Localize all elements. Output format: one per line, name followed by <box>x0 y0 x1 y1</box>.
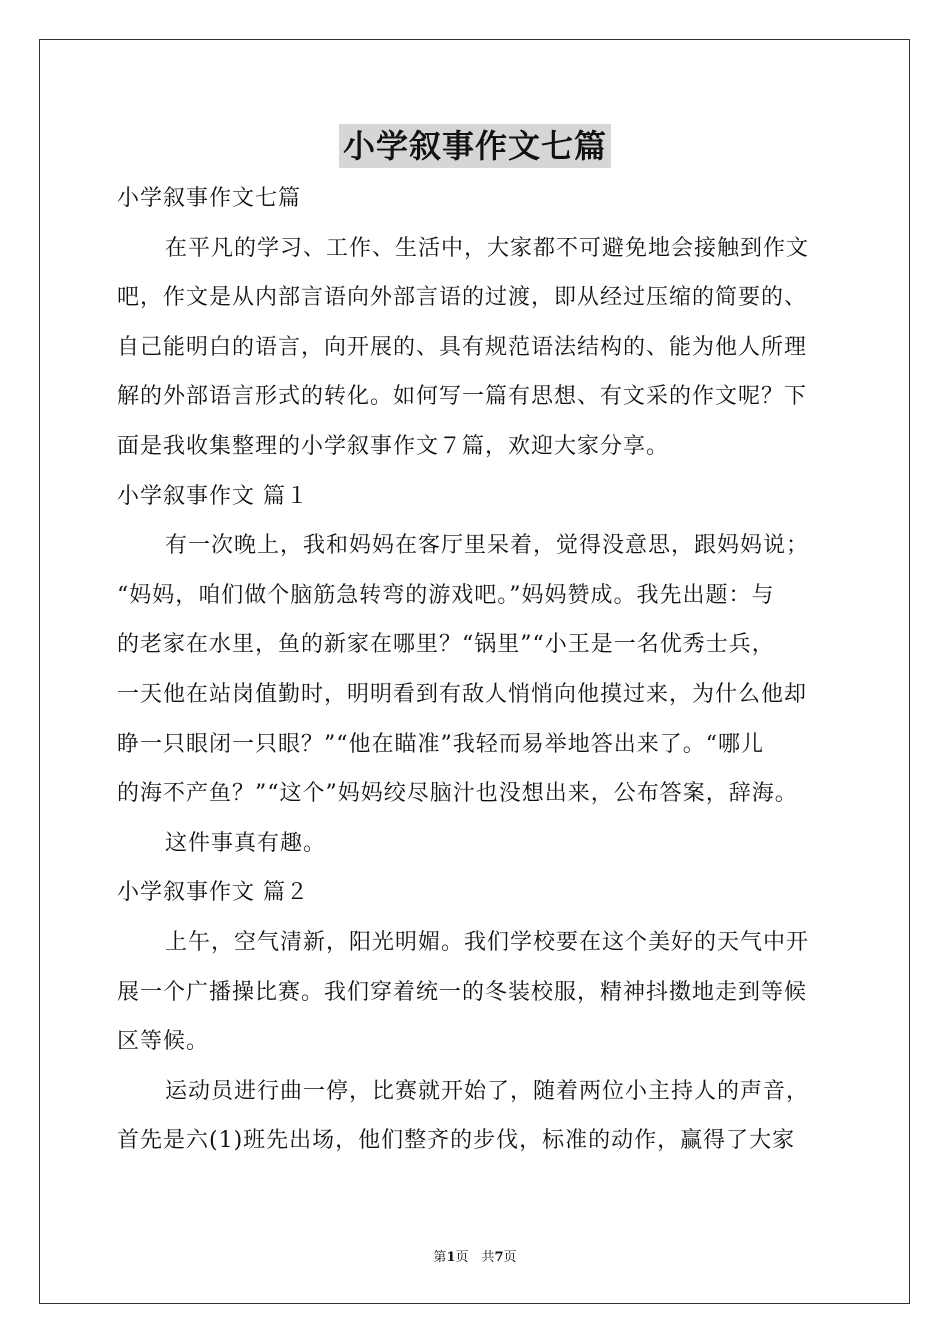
text-line: 运动员进行曲一停，比赛就开始了，随着两位小主持人的声音， <box>165 1078 810 1104</box>
footer-prefix: 第 <box>433 1250 447 1265</box>
text-line: 的海不产鱼？”“这个”妈妈绞尽脑汁也没想出来，公布答案，辞海。 <box>117 781 798 807</box>
text-line: 的老家在水里，鱼的新家在哪里？“锅里”“小王是一名优秀士兵， <box>117 632 775 658</box>
text-line: 小学叙事作文 篇２ <box>117 880 309 906</box>
text-line: 一天他在站岗值勤时，明明看到有敌人悄悄向他摸过来，为什么他却 <box>117 681 808 707</box>
text-line: 展一个广播操比赛。我们穿着统一的冬装校服，精神抖擞地走到等候 <box>117 979 808 1005</box>
text-line: 小学叙事作文七篇 <box>117 186 302 211</box>
footer-suffix: 页 <box>503 1250 517 1265</box>
title-area <box>0 124 950 168</box>
current-page-number: 1 <box>446 1250 456 1265</box>
text-line: 自己能明白的语言，向开展的、具有规范语法结构的、能为他人所理 <box>117 334 808 360</box>
text-line: 面是我收集整理的小学叙事作文７篇，欢迎大家分享。 <box>117 433 670 459</box>
text-line: 上午，空气清新，阳光明媚。我们学校要在这个美好的天气中开 <box>165 929 810 955</box>
text-line: 吧，作文是从内部言语向外部言语的过渡，即从经过压缩的简要的、 <box>117 285 808 311</box>
text-line: 在平凡的学习、工作、生活中，大家都不可避免地会接触到作文 <box>165 235 810 261</box>
total-pages-number: 7 <box>494 1250 504 1265</box>
text-line: 首先是六(1)班先出场，他们整齐的步伐，标准的动作，赢得了大家 <box>117 1128 796 1154</box>
page-footer <box>0 1246 950 1265</box>
text-line: 解的外部语言形式的转化。如何写一篇有思想、有文采的作文呢？下 <box>117 384 808 410</box>
footer-mid: 页 共 <box>455 1250 495 1265</box>
text-line: 区等候。 <box>117 1029 210 1055</box>
text-line: 睁一只眼闭一只眼？”“他在瞄准”我轻而易举地答出来了。“哪儿 <box>117 731 764 757</box>
text-line: 小学叙事作文 篇１ <box>117 483 309 509</box>
text-line: 有一次晚上，我和妈妈在客厅里呆着，觉得没意思，跟妈妈说； <box>165 533 810 559</box>
text-line: “妈妈，咱们做个脑筋急转弯的游戏吧。”妈妈赞成。我先出题：与 <box>117 582 775 608</box>
text-line: 这件事真有趣。 <box>165 830 327 856</box>
document-body <box>117 174 839 1166</box>
document-title: 小学叙事作文七篇 <box>339 124 611 168</box>
